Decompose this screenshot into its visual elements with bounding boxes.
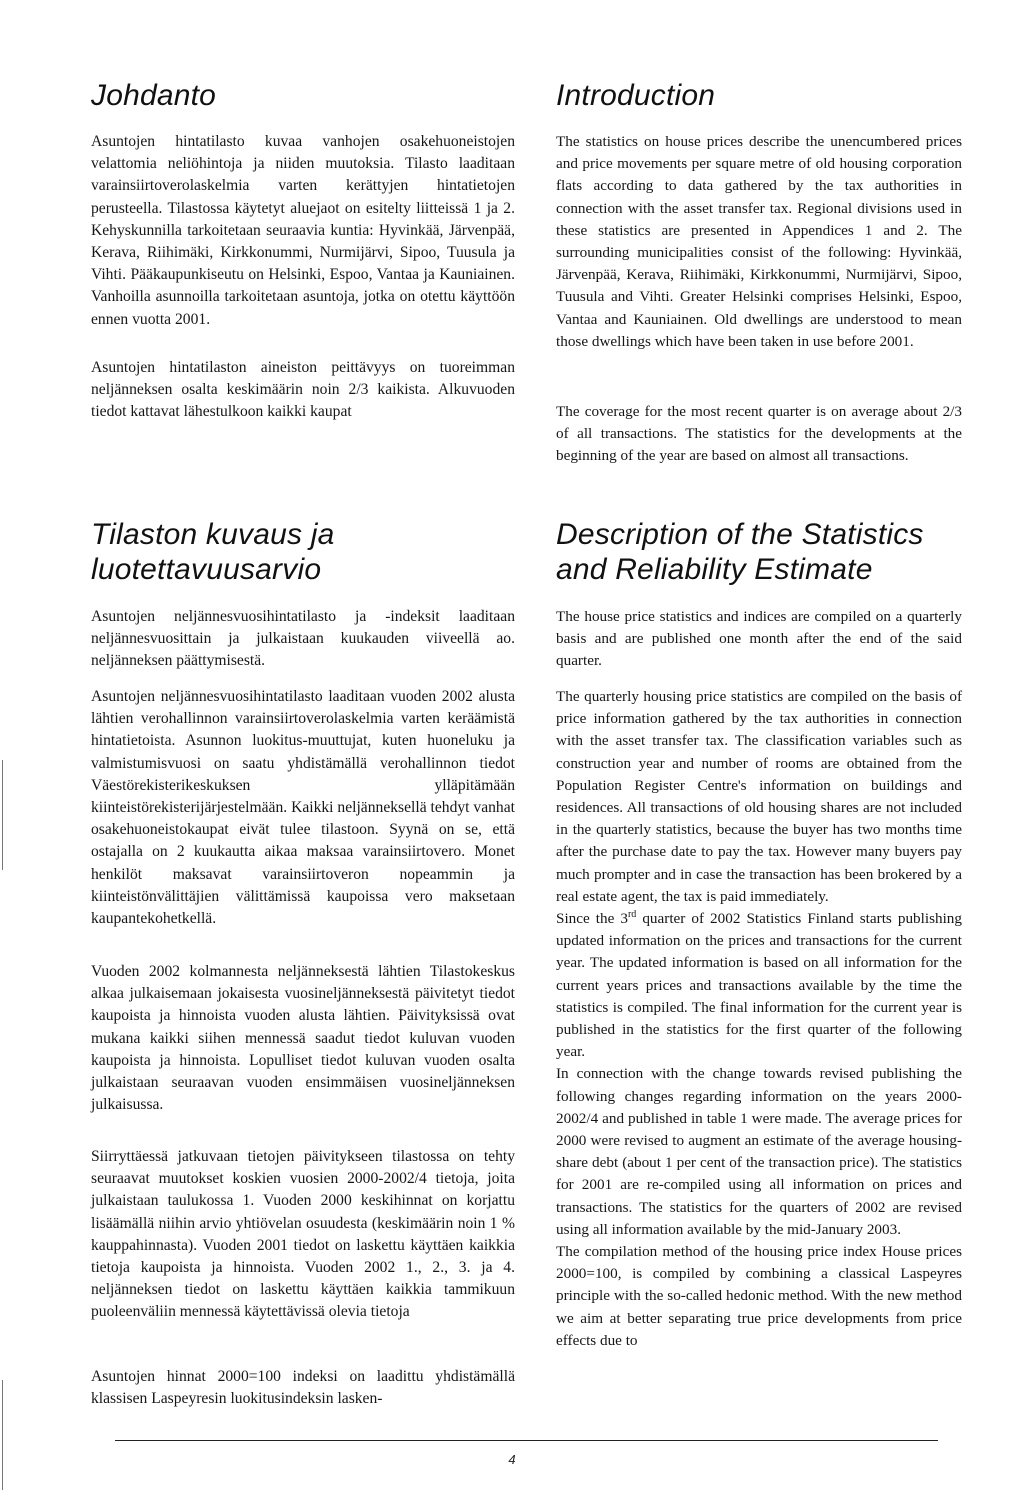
paragraph-introduction-1: The statistics on house prices describe the unencumbered prices and price movements per square metre of old housing corporation flats according to data gathered by the tax authorities in connection with the asset transfer tax. Regional divisions used in these statistics are presented in Appendices 1 and 2. The surrounding municipalities consist of the following: Hyvinkää, Järvenpää, Kerava, Riihimäki, Kirkkonummi, Nurmijärvi, Sipoo, Tuusula and Vihti. Greater Helsinki comprises Helsinki, Espoo, Vantaa and Kauniainen. Old dwellings are understood to mean those dwellings which have been taken in use before 2001.	[556, 133, 962, 350]
updated-information-text: quarter of 2002 Statistics Finland starts publishing updated information on the prices and transactions for the current year. The updated information is based on all information for the current years prices and transactions available by the time the statistics is compiled. The final information for the current year is published in the statistics for the first quarter of the following year.	[556, 910, 962, 1061]
paragraph-description-4: In connection with the change towards revised publishing the following changes regarding information on the years 2000-2002/4 and published in table 1 were made. The average prices for 2000 were revised to augment an estimate of the average housing-share debt (about 1 per cent of the transaction price). The statistics for 2001 are re-compiled using all information on prices and transactions. The statistics for the quarters of 2002 are revised using all information available by the mid-January 2003.	[556, 1065, 962, 1238]
paragraph-description-3	[556, 908, 962, 1063]
paragraph-kuvaus-1: Asuntojen neljännesvuosihintatilasto ja -indeksit laaditaan neljännesvuosittain ja julkaistaan kuukauden viiveellä ao. neljänneksen päättymisestä.	[91, 608, 515, 670]
paragraph-johdanto-2: Asuntojen hintatilaston aineiston peittävyys on tuoreimman neljänneksen osalta keskimäärin noin 2/3 kaikista. Alkuvuoden tiedot kattavat lähestulkoon kaikki kaupat	[91, 359, 515, 421]
scan-edge-mark	[2, 1380, 3, 1490]
heading-johdanto: Johdanto	[91, 79, 217, 112]
heading-description-of-statistics: Description of the Statistics and Reliability Estimate	[556, 518, 924, 586]
heading-tilaston-kuvaus: Tilaston kuvaus ja luotettavuusarvio	[91, 518, 335, 586]
ordinal-superscript: rd	[627, 908, 637, 920]
paragraph-kuvaus-4: Siirryttäessä jatkuvaan tietojen päivitykseen tilastossa on tehty seuraavat muutokset koskien vuosien 2000-2002/4 tietoja, joita julkaistaan taulukossa 1. Vuoden 2000 keskihinnat on korjattu lisäämällä niihin arvio yhtiövelan osuudesta (keskimäärin noin 1 % kauppahinnasta). Vuoden 2001 tiedot on laskettu käyttäen kaikkia tietoja kaupoista ja hinnoista. Vuoden 2002 1., 2., 3. ja 4. neljänneksen tiedot on laskettu käyttäen kaikkia tammikuun puoleenväliin mennessä käytettävissä olevia tietoja	[91, 1148, 515, 1321]
paragraph-johdanto-1: Asuntojen hintatilasto kuvaa vanhojen osakehuoneistojen velattomia neliöhintoja ja niiden muutoksia. Tilasto laaditaan varainsiirtoverolaskelmia varten kerättyjen hintatietojen perusteella. Tilastossa käytetyt aluejaot on esitelty liitteissä 1 ja 2. Kehyskunnilla tarkoitetaan seuraavia kuntia: Hyvinkää, Järvenpää, Kerava, Riihimäki, Kirkkonummi, Nurmijärvi, Sipoo, Tuusula ja Vihti. Pääkaupunkiseutu on Helsinki, Espoo, Vantaa ja Kauniainen. Vanhoilla asunnoilla tarkoitetaan asuntoja, jotka on otettu käyttöön ennen vuotta 2001.	[91, 133, 515, 328]
paragraph-kuvaus-2: Asuntojen neljännesvuosihintatilasto laaditaan vuoden 2002 alusta lähtien verohallinnon varainsiirtoverolaskelmia varten keräämistä hintatietoista. Asunnon luokitus-muuttujat, kuten huoneluku ja valmistumisvuosi on saatu yhdistämällä verohallinnon tiedot Väestörekisterikeskuksen ylläpitämään kiinteistörekisterijärjestelmään. Kaikki neljänneksellä tehdyt vanhat osakehuoneistokaupat eivät tulee tilastoon. Syynä on se, että ostajalla on 2 kuukautta aikaa maksaa varainsiirtovero. Monet henkilöt maksavat varainsiirtoveron nopeammin ja kiinteistönvälittäjien välittämissä kaupoissa vero maksetaan kaupantekohetkellä.	[91, 688, 515, 928]
description-body	[556, 686, 962, 1352]
paragraph-kuvaus-5: Asuntojen hinnat 2000=100 indeksi on laadittu yhdistämällä klassisen Laspeyresin luokitusindeksin lasken-	[91, 1368, 515, 1408]
heading-introduction: Introduction	[556, 79, 716, 112]
paragraph-description-1: The house price statistics and indices are compiled on a quarterly basis and are published one month after the end of the said quarter.	[556, 608, 962, 670]
paragraph-introduction-2: The coverage for the most recent quarter is on average about 2/3 of all transactions. The statistics for the developments at the beginning of the year are based on almost all transactions.	[556, 403, 962, 465]
since-quarter-text: Since the 3	[556, 910, 628, 928]
footer-rule	[115, 1440, 938, 1441]
paragraph-kuvaus-3: Vuoden 2002 kolmannesta neljänneksestä lähtien Tilastokeskus alkaa julkaisemaan jokaisesta vuosineljänneksestä päivitetyt tiedot kaupoista ja hinnoista vuoden alusta lähtien. Päivityksissä ovat mukana kaikki siihen mennessä saadut tiedot kuluvan vuoden kaupoista ja hinnoista. Lopulliset tiedot kuluvan vuoden osalta julkaistaan seuraavan vuoden ensimmäisen vuosineljänneksen julkaisussa.	[91, 963, 515, 1114]
page-number: 4	[508, 1452, 516, 1467]
paragraph-description-5: The compilation method of the housing price index House prices 2000=100, is compiled by combining a classical Laspeyres principle with the so-called hedonic method. With the new method we aim at better separating true price developments from price effects due to	[556, 1243, 962, 1349]
paragraph-description-2: The quarterly housing price statistics are compiled on the basis of price information gathered by the tax authorities in connection with the asset transfer tax. The classification variables such as construction year and number of rooms are obtained from the Population Register Centre's information on buildings and residences. All transactions of old housing shares are not included in the quarterly statistics, because the buyer has two months time after the purchase date to pay the tax. However many buyers pay much prompter and in case the transaction has been brokered by a real estate agent, the tax is paid immediately.	[556, 688, 962, 905]
scan-edge-mark	[2, 760, 3, 870]
